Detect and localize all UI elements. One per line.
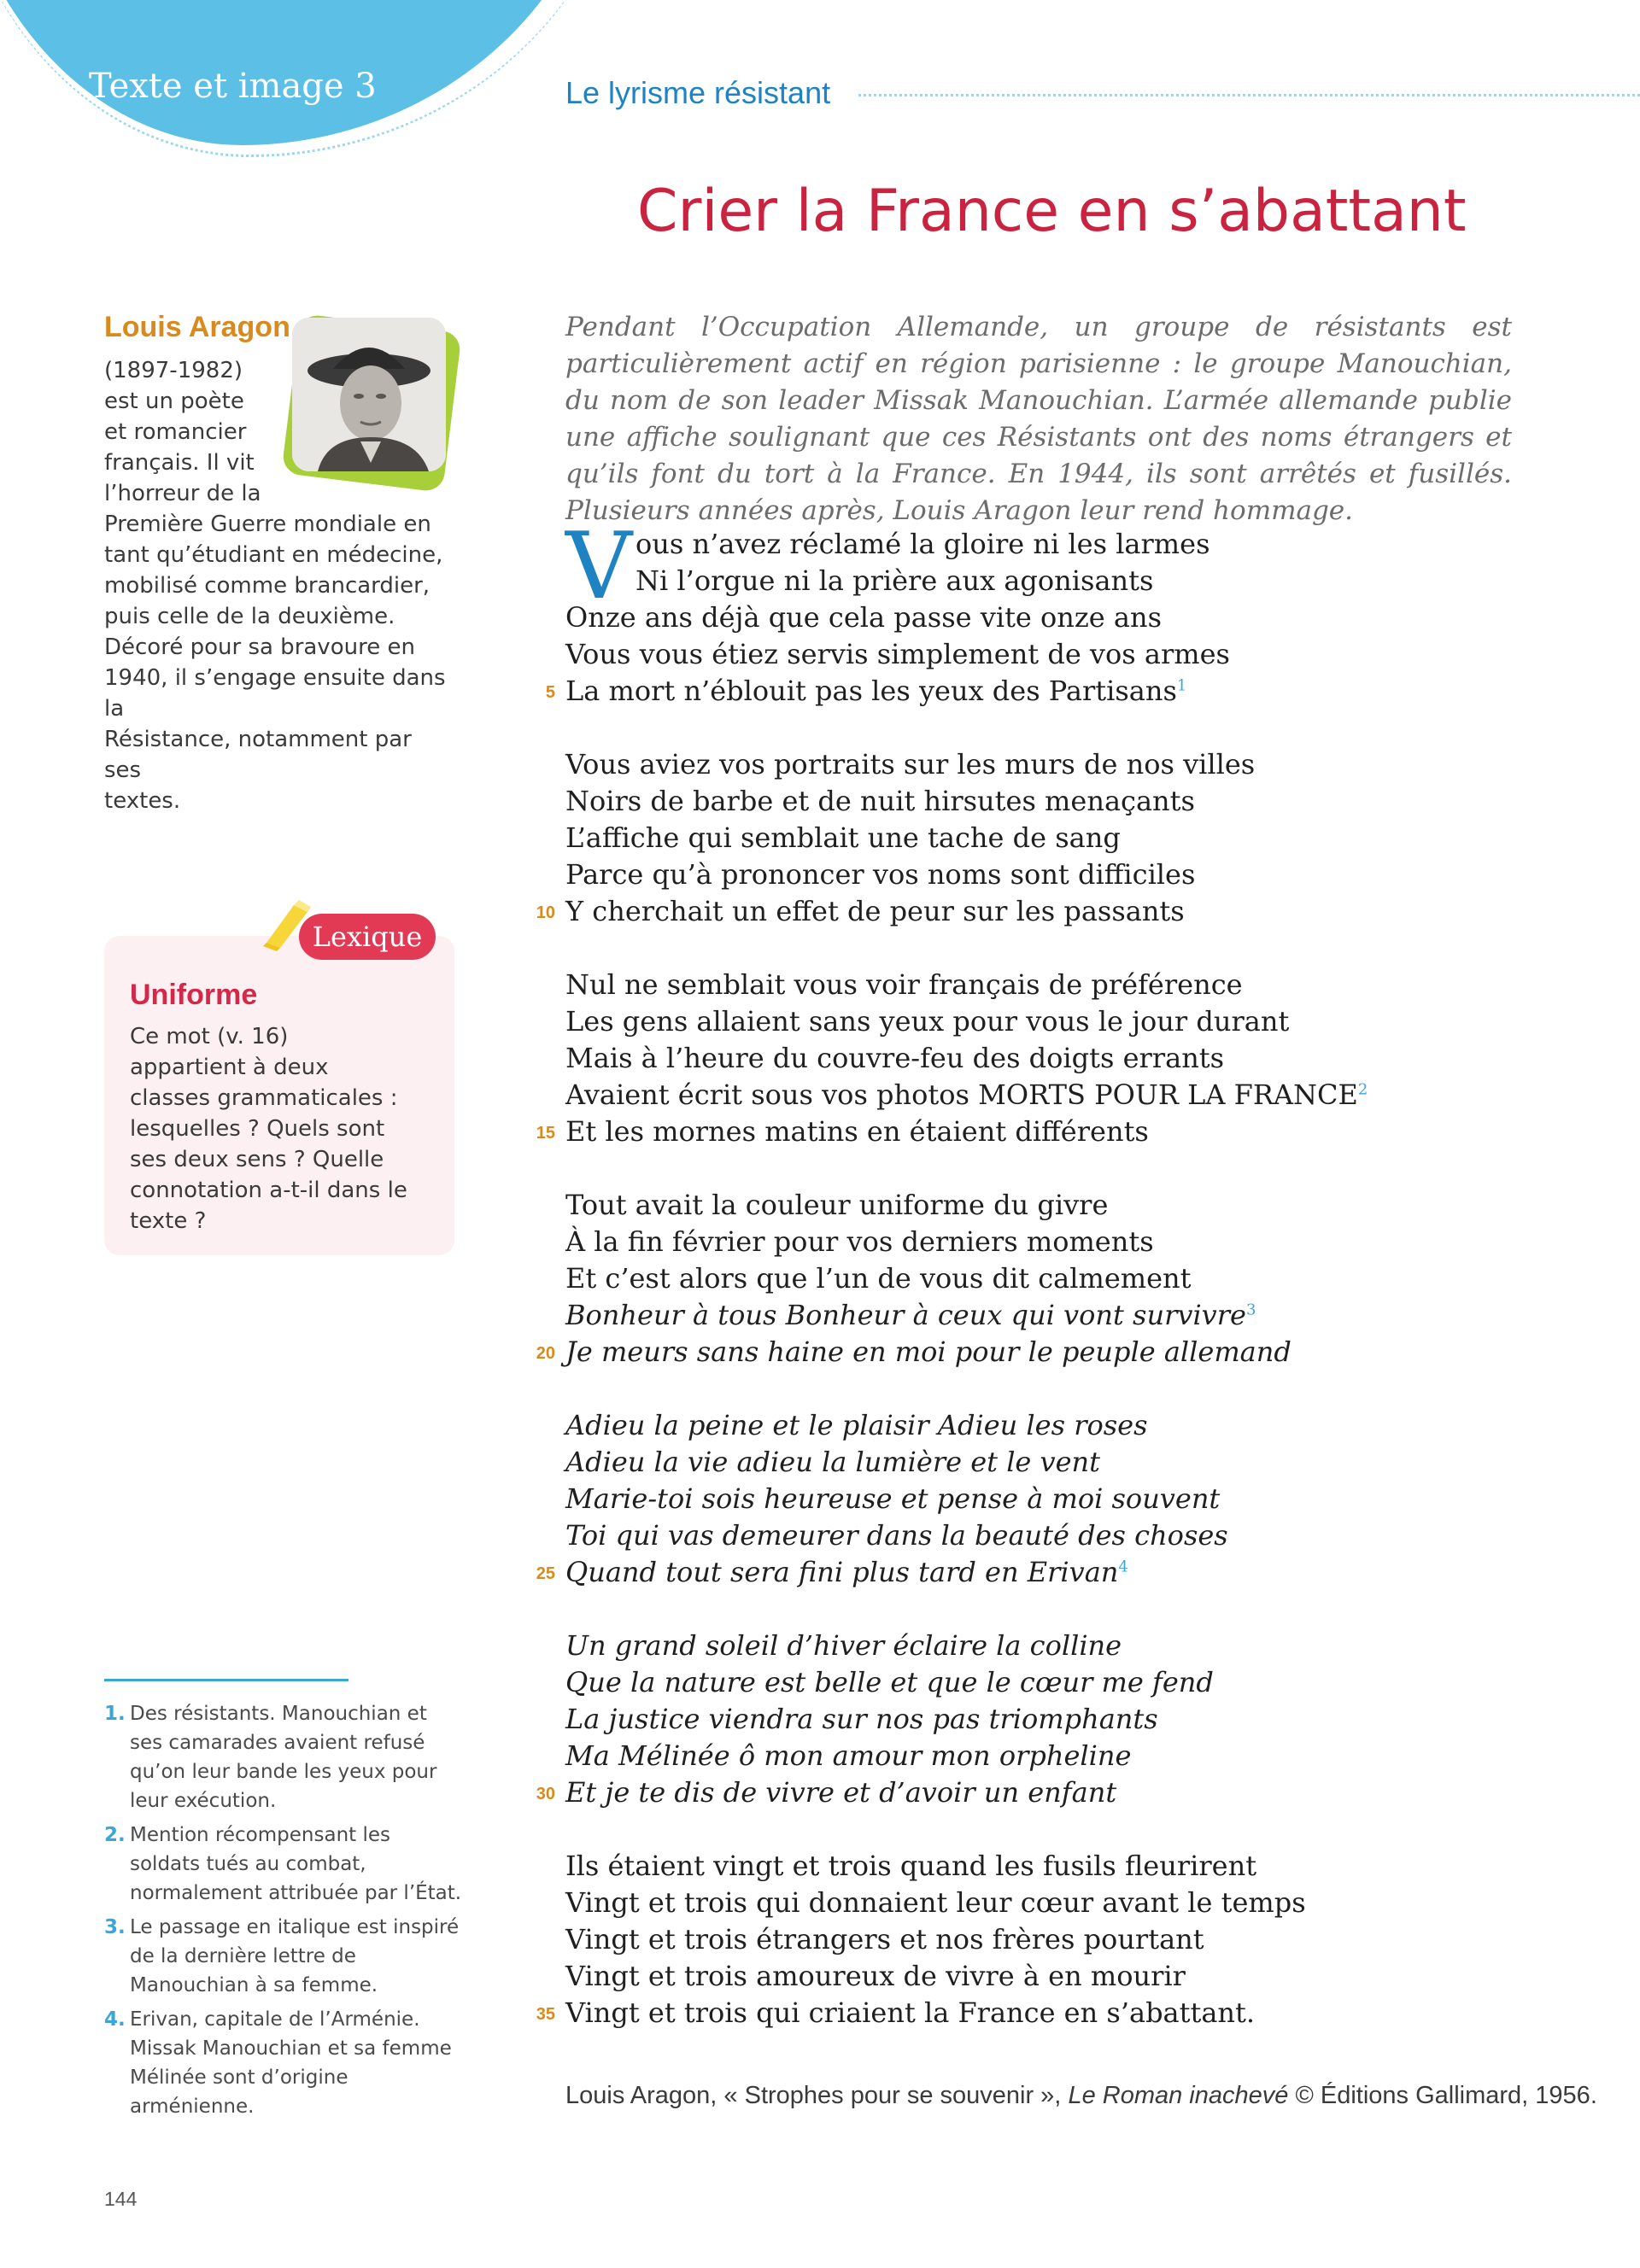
line-number: 35	[536, 2005, 555, 2024]
footnote: 2. Mention récompensant les soldats tués au combat, normalement attribuée par l’État.	[104, 1824, 462, 1904]
poem-line: Avaient écrit sous vos photos MORTS POUR LA FRANCE$^2$	[565, 1078, 1368, 1111]
stanza	[536, 746, 1368, 930]
poem-line: Tout avait la couleur uniforme du givre	[565, 1189, 1109, 1221]
section-label: Texte et image 3	[89, 67, 377, 106]
page-title: Crier la France en s’abattant	[637, 178, 1467, 245]
notes-divider	[104, 1679, 348, 1681]
poem-line: L’affiche qui semblait une tache de sang	[565, 821, 1121, 854]
footnote: 1. Des résistants. Manouchian et ses camarades avaient refusé qu’on leur bande les yeux pour leur exécution.	[104, 1703, 437, 1812]
lexique-word: Uniforme	[130, 979, 258, 1011]
footnote-ref: 4	[1118, 1558, 1128, 1576]
footnote: 3. Le passage en italique est inspiré de la dernière lettre de Manouchian à sa femme.	[104, 1916, 460, 1996]
poem-line: 35 Vingt et trois qui criaient la France en s’abattant.	[565, 1995, 1368, 2031]
drop-cap: V	[565, 513, 632, 620]
lexique-tag: Lexique	[299, 914, 436, 960]
poem-line: Vous aviez vos portraits sur les murs de nos villes	[565, 748, 1256, 780]
footnote-ref: 1	[1176, 676, 1187, 695]
poem	[536, 513, 1368, 2031]
poem-line: Et c’est alors que l’un de vous dit calmement	[565, 1262, 1192, 1295]
source-citation: Louis Aragon, « Strophes pour se souvenir », Le Roman inachevé © Éditions Gallimard, 1956.	[565, 2082, 1597, 2109]
poem-line: Ma Mélinée ô mon amour mon orpheline	[565, 1739, 1132, 1772]
poem-line: Adieu la vie adieu la lumière et le vent	[565, 1446, 1101, 1478]
poem-line: 5 La mort n’éblouit pas les yeux des Partisans$^1$	[565, 673, 1368, 710]
footnote-ref: 3	[1245, 1301, 1256, 1319]
poem-line: 10 Y cherchait un effet de peur sur les passants	[565, 893, 1368, 930]
footnote: 4. Erivan, capitale de l’Arménie. Missak Manouchian et sa femme Mélinée sont d’origine arménienne.	[104, 2008, 452, 2118]
poem-line: 15 Et les mornes matins en étaient différents	[565, 1114, 1368, 1150]
line-number: 30	[536, 1785, 555, 1803]
page-number: 144	[104, 2188, 138, 2210]
poem-line: 20 Je meurs sans haine en moi pour le peuple allemand	[565, 1334, 1368, 1371]
footnotes	[104, 1699, 463, 2126]
line-number: 10	[536, 903, 555, 922]
poem-line: Toi qui vas demeurer dans la beauté des choses	[565, 1519, 1228, 1552]
poem-line: Marie-toi sois heureuse et pense à moi souvent	[565, 1482, 1221, 1515]
poem-line: Mais à l’heure du couvre-feu des doigts errants	[565, 1042, 1225, 1074]
author-name: Louis Aragon	[104, 311, 290, 343]
poem-line: Que la nature est belle et que le cœur me fend	[565, 1666, 1214, 1698]
line-number: 25	[536, 1564, 555, 1583]
poem-line: Un grand soleil d’hiver éclaire la colline	[565, 1629, 1122, 1662]
poem-line: Adieu la peine et le plaisir Adieu les roses	[565, 1409, 1148, 1441]
line-number: 20	[536, 1344, 555, 1363]
line-number: 15	[536, 1124, 555, 1143]
poem-line: À la fin février pour vos derniers moments	[565, 1225, 1154, 1258]
poem-line: La justice viendra sur nos pas triomphants	[565, 1703, 1158, 1735]
poem-line: Vous vous étiez servis simplement de vos armes	[565, 638, 1230, 670]
chapter-label: Le lyrisme résistant	[565, 75, 831, 110]
stanza	[536, 1628, 1368, 1811]
poem-line: Vingt et trois étrangers et nos frères pourtant	[565, 1923, 1204, 1955]
poem-line: Ils étaient vingt et trois quand les fusils fleurirent	[565, 1850, 1257, 1882]
stanza	[536, 967, 1368, 1150]
stanza	[536, 1407, 1368, 1591]
stanza	[536, 1848, 1368, 2031]
footnote-ref: 2	[1357, 1080, 1368, 1099]
poem-line: Bonheur à tous Bonheur à ceux qui vont survivre$^3$	[565, 1299, 1256, 1331]
poem-line: 30 Et je te dis de vivre et d’avoir un enfant	[565, 1774, 1368, 1811]
stanza	[536, 1187, 1368, 1371]
poem-line: Onze ans déjà que cela passe vite onze ans	[565, 601, 1162, 634]
poem-line: Ni l’orgue ni la prière aux agonisants	[636, 564, 1154, 597]
line-number: 5	[545, 683, 555, 702]
poem-line: Vingt et trois qui donnaient leur cœur avant le temps	[565, 1886, 1306, 1919]
author-biography: (1897-1982) est un poète et romancier français. Il vit l’horreur de la Première Guerre mondiale en tant qu’étudiant en médecine, mobilisé comme brancardier, puis celle de la deuxième. Décoré pour sa bravoure en 1940, il s’engage ensuite dans la Résistance, notamment par ses textes.	[104, 358, 446, 814]
poem-line: Les gens allaient sans yeux pour vous le jour durant	[565, 1005, 1290, 1038]
poem-line: 25 Quand tout sera fini plus tard en Erivan$^4$	[565, 1554, 1368, 1591]
stanza: V ous n’avez réclamé la gloire ni les larmes Ni l’orgue ni la prière aux agonisants Onze ans déjà que cela passe vite onze ans Vous vous étiez servis simplement de vos armes 5 La mort n’éblouit pas les yeux des Partisans$^1$	[565, 526, 1368, 710]
poem-line: Nul ne semblait vous voir français de préférence	[565, 968, 1243, 1001]
lexique-question: Ce mot (v. 16) appartient à deux classes grammaticales : lesquelles ? Quels sont ses deux sens ? Quelle connotation a-t-il dans le texte ?	[130, 1024, 407, 1234]
intro-paragraph: Pendant l’Occupation Allemande, un groupe de résistants est particulièrement actif en région parisienne : le groupe Manouchian, du nom de son leader Missak Manouchian. L’armée allemande publie une affiche soulignant que ces Résistants ont des noms étrangers et qu’ils font du tort à la France. En 1944, ils sont arrêtés et fusillés. Plusieurs années après, Louis Aragon leur rend hommage.	[565, 312, 1512, 526]
poem-line: Noirs de barbe et de nuit hirsutes menaçants	[565, 785, 1195, 817]
poem-line: Vingt et trois amoureux de vivre à en mourir	[565, 1960, 1186, 1992]
poem-line: Parce qu’à prononcer vos noms sont difficiles	[565, 858, 1196, 891]
chapter-divider	[858, 94, 1640, 96]
